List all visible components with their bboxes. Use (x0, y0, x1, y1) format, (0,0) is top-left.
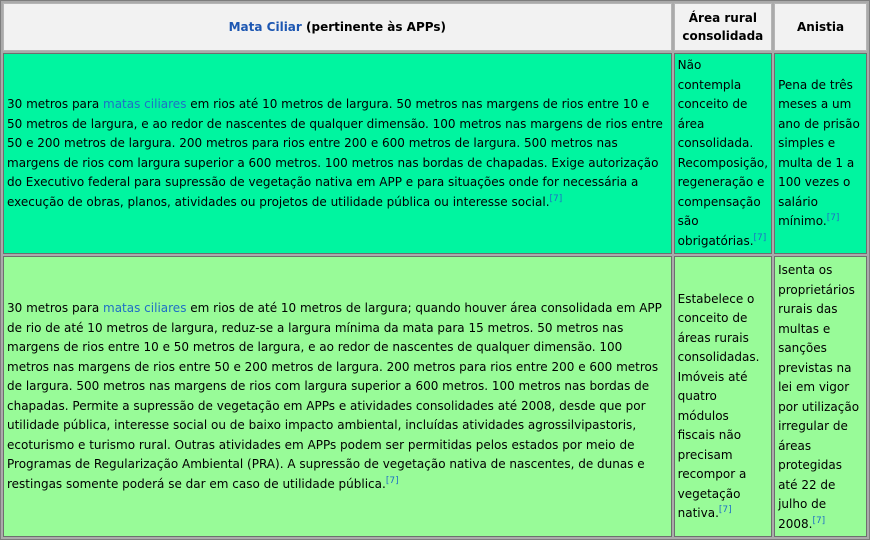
reference-link[interactable]: [7] (753, 232, 767, 243)
cell-text: em rios até 10 metros de largura. 50 metros nas margens de rios entre 10 e 50 metros de largura, e ao redor de nascentes de qualquer dimensão. 100 metros nas margens de rios entre 50 e 200 metros de largura. 200 metros para rios entre 200 e 600 metros de largura. 500 metros nas margens de rios com largura superior a 600 metros. 100 metros nas bordas de chapadas. Exige autorização do Executivo federal para supressão de vegetação nativa em APP e para situações onde for necessária a execução de obras, planos, atividades ou projetos de utilidade pública ou interesse social. (7, 97, 663, 209)
reference-link[interactable]: [7] (549, 193, 563, 204)
reference-link[interactable]: [7] (718, 505, 732, 515)
table-row (3, 256, 867, 537)
reference-link[interactable]: [7] (385, 475, 399, 486)
reference (719, 505, 732, 515)
matas-ciliares-link[interactable]: matas ciliares (103, 97, 187, 111)
reference (754, 233, 767, 243)
table-row (3, 53, 867, 254)
header-mata-ciliar (3, 3, 672, 51)
header-mata-ciliar-suffix: (pertinente às APPs) (301, 20, 446, 34)
anistia-cell (774, 256, 867, 537)
cell-text: 30 metros para (7, 97, 104, 111)
cell-text: em rios de até 10 metros de largura; quando houver área consolidada em APP de rio de até 10 metros de largura, reduz-se a largura mínima da mata para 15 metros. 50 metros nas margens de rios entre 10 e 50 metros de largura, e ao redor de nascentes de qualquer dimensão. 100 metros nas margens de rios entre 50 e 200 metros de largura. 200 metros para rios entre 200 e 600 metros de largura. 500 metros nas margens de rios com largura superior a 600 metros. 100 metros nas bordas de chapadas. Permite a supressão de vegetação em APPs e atividades consolidades até 2008, desde que por utilidade pública, interesse social ou de baixo impacto ambiental, incluídas atividades agrossilvipastoris, ecoturismo e turismo rural. Outras atividades em APPs podem ser permitidas pelos estados por meio de Programas de Regularização Ambiental (PRA). A supressão de vegetação nativa de nascentes, de dunas e restingas somente poderá se dar em caso de utilidade pública. (7, 301, 662, 491)
area-rural-cell (674, 53, 772, 254)
anistia-cell (774, 53, 867, 254)
header-anistia: Anistia (774, 3, 867, 51)
area-rural-cell (674, 256, 772, 537)
reference-link[interactable]: [7] (812, 515, 826, 526)
cell-text: Não contempla conceito de área consolidada. Recomposição, regeneração e compensação são obrigatórias. (677, 58, 769, 248)
reference (386, 476, 399, 486)
header-row (3, 3, 867, 51)
header-area-rural-consolidada: Área rural consolidada (674, 3, 772, 51)
matas-ciliares-link[interactable]: matas ciliares (103, 301, 187, 315)
cell-text: Estabelece o conceito de áreas rurais consolidadas. Imóveis até quatro módulos fiscais não precisam recompor a vegetação nativa. (677, 291, 760, 520)
mata-ciliar-link[interactable]: Mata Ciliar (228, 20, 302, 34)
mata-ciliar-cell (3, 53, 672, 254)
reference (827, 213, 840, 223)
mata-ciliar-cell (3, 256, 672, 537)
cell-text: Pena de três meses a um ano de prisão simples e multa de 1 a 100 vezes o salário mínimo. (778, 77, 860, 228)
cell-text: Isenta os proprietários rurais das multas e sanções previstas na lei em vigor por utilização irregular de áreas protegidas até 22 de julho de 2008. (778, 263, 860, 531)
cell-text: 30 metros para (7, 301, 104, 315)
reference-link[interactable]: [7] (826, 213, 840, 223)
reference (550, 194, 563, 204)
